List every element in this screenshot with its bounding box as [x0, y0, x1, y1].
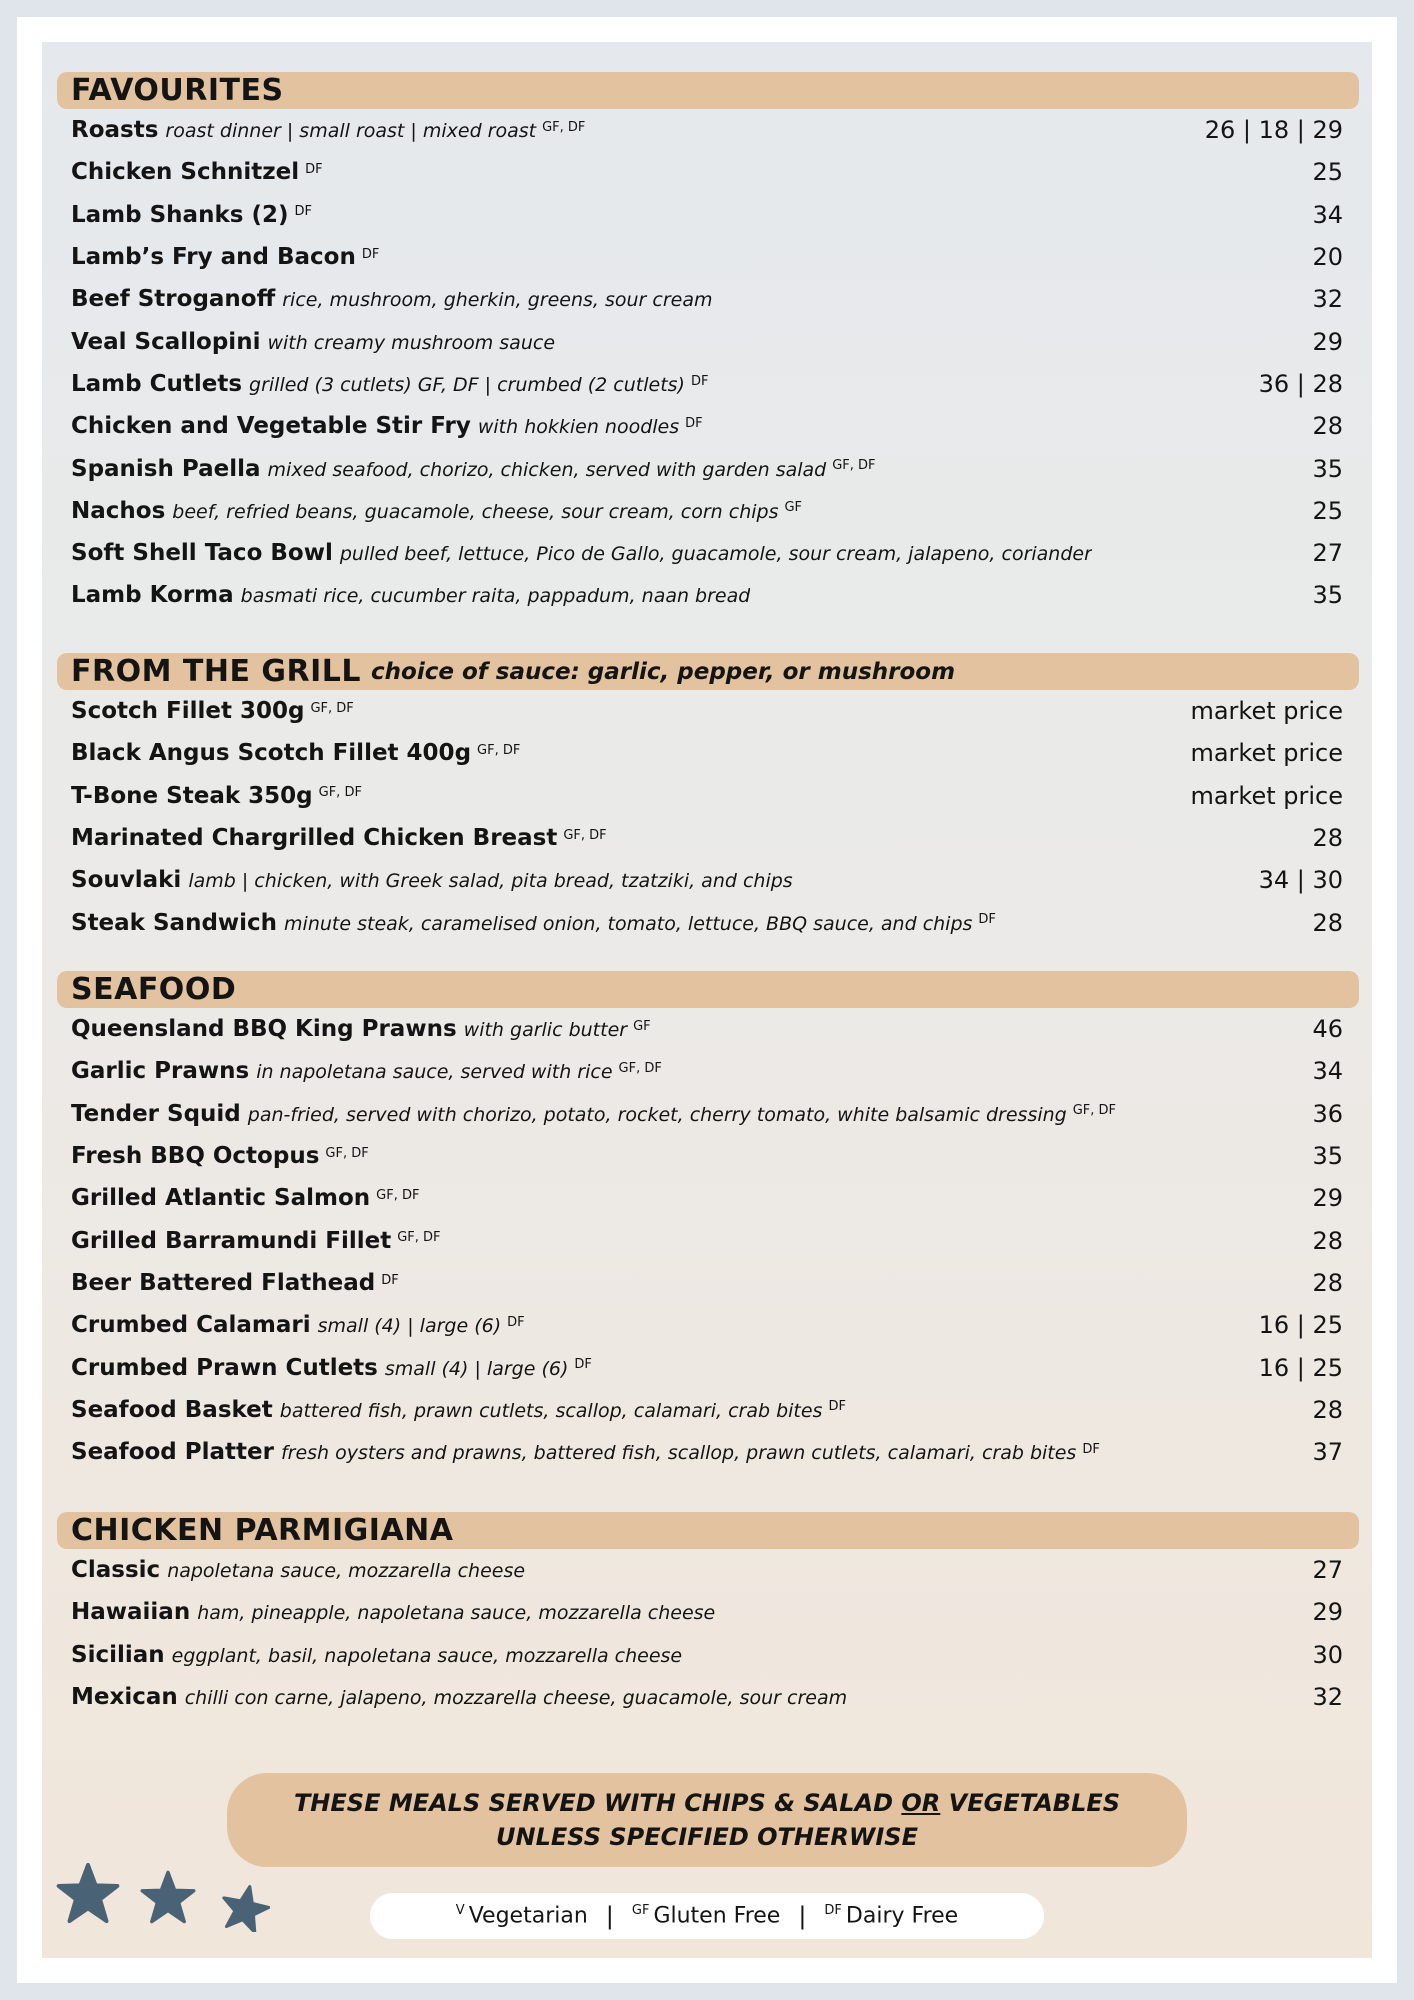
item-price: market price — [1190, 697, 1343, 726]
dietary-tags: GF, DF — [618, 1061, 662, 1077]
item-description: ham, pineapple, napoletana sauce, mozzarella cheese — [197, 1602, 716, 1625]
item-price: 28 — [1312, 412, 1343, 441]
dietary-tags: GF, DF — [1072, 1103, 1117, 1119]
item-price: 20 — [1312, 243, 1343, 272]
item-description: eggplant, basil, napoletana sauce, mozzarella cheese — [171, 1644, 683, 1667]
menu-item — [57, 151, 1359, 193]
menu-item — [57, 1346, 1359, 1388]
menu-item-details — [71, 1439, 1100, 1465]
item-price: 28 — [1312, 908, 1343, 937]
dietary-tags: GF, DF — [325, 1145, 369, 1161]
item-price: 28 — [1312, 1226, 1343, 1255]
item-price: 29 — [1312, 1598, 1343, 1627]
item-name: Scotch Fillet 300g — [71, 698, 305, 725]
item-description: basmati rice, cucumber raita, pappadum, naan bread — [240, 585, 751, 608]
dietary-tags: DF — [305, 162, 323, 178]
dietary-tags: DF — [1082, 1441, 1100, 1457]
item-name: Veal Scallopini — [71, 328, 261, 355]
menu-item — [57, 236, 1359, 278]
menu-item — [57, 447, 1359, 489]
menu-item — [57, 859, 1359, 901]
dietary-tags: DF — [685, 415, 703, 431]
item-price: 36 | 28 — [1258, 369, 1343, 398]
section-header — [57, 653, 1359, 690]
item-description: pulled beef, lettuce, Pico de Gallo, guacamole, sour cream, jalapeno, coriander — [339, 543, 1092, 566]
dietary-tags: GF, DF — [542, 119, 586, 135]
item-description: roast dinner | small roast | mixed roast — [165, 120, 537, 143]
menu-item — [57, 109, 1359, 151]
menu-section — [57, 653, 1359, 944]
item-description: battered fish, prawn cutlets, scallop, calamari, crab bites — [279, 1399, 823, 1422]
menu-item-details — [71, 413, 703, 439]
item-name: Black Angus Scotch Fillet 400g — [71, 740, 472, 767]
dietary-tags: DF — [828, 1399, 846, 1415]
dietary-tags: GF, DF — [563, 827, 607, 843]
item-price: 29 — [1312, 1184, 1343, 1213]
menu-item-details — [71, 540, 1092, 566]
item-description: pan-fried, served with chorizo, potato, rocket, cherry tomato, white balsamic dressing — [247, 1103, 1067, 1126]
menu-item-details — [71, 698, 354, 724]
menu-item — [57, 320, 1359, 362]
item-price: 28 — [1312, 1268, 1343, 1297]
dietary-tags: GF, DF — [397, 1230, 441, 1246]
item-price: 16 | 25 — [1258, 1311, 1343, 1340]
menu-item — [57, 1389, 1359, 1431]
legend-vegetarian: $^V$ Vegetarian — [455, 1903, 588, 1929]
menu-item — [57, 1177, 1359, 1219]
menu-item — [57, 490, 1359, 532]
notice-line-1: THESE MEALS SERVED WITH CHIPS & SALAD OR VEGETABLES — [293, 1789, 1121, 1817]
menu-item — [57, 1304, 1359, 1346]
menu-section — [57, 1512, 1359, 1718]
item-price: 30 — [1312, 1640, 1343, 1669]
menu-item — [57, 690, 1359, 732]
item-price: 28 — [1312, 824, 1343, 853]
legend-gluten-free: $^{GF}$ Gluten Free — [631, 1903, 781, 1929]
item-price: 34 | 30 — [1258, 866, 1343, 895]
dietary-tags: GF, DF — [310, 700, 354, 716]
star-icon — [56, 1862, 120, 1924]
item-name: Soft Shell Taco Bowl — [71, 540, 333, 567]
item-name: T-Bone Steak 350g — [71, 782, 313, 809]
menu-item — [57, 817, 1359, 859]
menu-item-details — [71, 329, 555, 355]
menu-item-details — [71, 1355, 592, 1381]
item-description: small (4) | large (6) — [384, 1357, 569, 1380]
menu-item-details — [71, 498, 802, 524]
item-description: with creamy mushroom sauce — [267, 331, 556, 354]
menu-item-details — [71, 286, 713, 312]
item-name: Grilled Barramundi Fillet — [71, 1227, 392, 1254]
menu-item — [57, 1050, 1359, 1092]
legend-separator: | — [798, 1902, 807, 1930]
menu-item — [57, 1135, 1359, 1177]
menu-item-details — [71, 244, 379, 270]
menu-item-details — [71, 117, 585, 143]
section-title: SEAFOOD — [71, 972, 237, 1007]
item-name: Seafood Platter — [71, 1439, 274, 1466]
legend-separator: | — [605, 1902, 614, 1930]
menu-item-details — [71, 1599, 715, 1625]
menu-item-details — [71, 1270, 399, 1296]
item-description: with garlic butter — [463, 1019, 628, 1042]
section-header — [57, 971, 1359, 1008]
item-price: 46 — [1312, 1015, 1343, 1044]
item-description: napoletana sauce, mozzarella cheese — [167, 1560, 526, 1583]
menu-item-details — [71, 1101, 1116, 1127]
menu-item-details — [71, 1016, 651, 1042]
menu-item — [57, 775, 1359, 817]
menu-item — [57, 1431, 1359, 1473]
dietary-tags: GF, DF — [376, 1188, 420, 1203]
item-price: 35 — [1312, 454, 1343, 483]
item-name: Spanish Paella — [71, 455, 261, 482]
item-price: 36 — [1312, 1099, 1343, 1128]
item-description: minute steak, caramelised onion, tomato, lettuce, BBQ sauce, and chips — [284, 912, 973, 935]
menu-item-details — [71, 783, 362, 809]
menu-item-details — [71, 1397, 846, 1423]
dietary-legend — [370, 1893, 1044, 1939]
menu-item-details — [71, 202, 312, 228]
menu-item-details — [71, 1228, 441, 1254]
item-name: Lamb Korma — [71, 582, 234, 609]
section-title: FAVOURITES — [71, 73, 284, 108]
notice-or: OR — [901, 1789, 941, 1817]
menu-item — [57, 532, 1359, 574]
item-price: 25 — [1312, 496, 1343, 525]
item-price: 26 | 18 | 29 — [1204, 116, 1343, 145]
menu-item — [57, 574, 1359, 616]
star-icon — [140, 1870, 196, 1924]
menu-item-details — [71, 740, 520, 766]
menu-item-details — [71, 1642, 682, 1668]
section-title: FROM THE GRILL — [71, 654, 362, 689]
item-name: Chicken and Vegetable Stir Fry — [71, 413, 471, 440]
section-title: CHICKEN PARMIGIANA — [71, 1513, 454, 1548]
item-name: Mexican — [71, 1684, 178, 1711]
item-description: lamb | chicken, with Greek salad, pita bread, tzatziki, and chips — [188, 870, 793, 893]
item-price: 35 — [1312, 581, 1343, 610]
item-price: market price — [1190, 739, 1343, 768]
menu-item — [57, 732, 1359, 774]
menu-item — [57, 1093, 1359, 1135]
dietary-tags: GF — [633, 1018, 651, 1034]
dietary-tags: GF, DF — [832, 458, 876, 474]
dietary-tags: GF, DF — [318, 785, 362, 801]
menu-item-details — [71, 159, 323, 185]
menu-item-details — [71, 582, 750, 608]
menu-item — [57, 194, 1359, 236]
item-price: market price — [1190, 781, 1343, 810]
menu-item-details — [71, 1058, 662, 1084]
section-subtitle: choice of sauce: garlic, pepper, or mushroom — [371, 658, 956, 685]
item-price: 32 — [1312, 285, 1343, 314]
menu-item-details — [71, 456, 876, 482]
dietary-tags: GF — [784, 500, 803, 516]
item-name: Hawaiian — [71, 1599, 191, 1626]
menu-item-details — [71, 1143, 369, 1169]
menu-section — [57, 72, 1359, 617]
item-name: Chicken Schnitzel — [71, 159, 300, 186]
item-price: 32 — [1312, 1683, 1343, 1712]
dietary-tags: DF — [574, 1357, 592, 1373]
legend-dairy-free: $^{DF}$ Dairy Free — [824, 1903, 959, 1929]
menu-item-details — [71, 1312, 525, 1338]
menu-item — [57, 1008, 1359, 1050]
menu-item-details — [71, 1557, 525, 1583]
item-price: 28 — [1312, 1395, 1343, 1424]
item-description: fresh oysters and prawns, battered fish, scallop, prawn cutlets, calamari, crab bites — [280, 1442, 1077, 1465]
item-name: Grilled Atlantic Salmon — [71, 1185, 371, 1212]
menu-item — [57, 1634, 1359, 1676]
notice-line-2: UNLESS SPECIFIED OTHERWISE — [496, 1823, 918, 1851]
item-price: 16 | 25 — [1258, 1353, 1343, 1382]
menu-item — [57, 363, 1359, 405]
dietary-tags: GF, DF — [477, 743, 521, 759]
item-price: 35 — [1312, 1142, 1343, 1171]
item-name: Beef Stroganoff — [71, 286, 276, 313]
dietary-tags: DF — [507, 1314, 525, 1330]
menu-item-details — [71, 825, 607, 851]
item-name: Crumbed Calamari — [71, 1312, 311, 1339]
menu-section — [57, 971, 1359, 1473]
item-name: Roasts — [71, 117, 159, 144]
item-price: 29 — [1312, 327, 1343, 356]
item-name: Seafood Basket — [71, 1396, 273, 1423]
menu-item — [57, 1591, 1359, 1633]
item-price: 37 — [1312, 1438, 1343, 1467]
item-description: with hokkien noodles — [477, 416, 680, 439]
dietary-tags: DF — [690, 373, 709, 389]
menu-item-details — [71, 371, 708, 397]
menu-item-details — [71, 910, 996, 936]
item-name: Steak Sandwich — [71, 909, 278, 936]
menu-item-details — [71, 1185, 419, 1211]
item-name: Fresh BBQ Octopus — [71, 1143, 320, 1170]
item-description: rice, mushroom, gherkin, greens, sour cream — [282, 289, 713, 312]
section-header — [57, 1512, 1359, 1549]
dietary-tags: DF — [978, 912, 996, 928]
item-name: Lamb Shanks (2) — [71, 201, 289, 228]
item-name: Souvlaki — [71, 867, 182, 894]
item-name: Sicilian — [71, 1641, 165, 1668]
item-name: Tender Squid — [71, 1100, 241, 1127]
item-description: mixed seafood, chorizo, chicken, served with garden salad — [267, 458, 827, 481]
dietary-tags: DF — [294, 204, 312, 220]
dietary-tags: DF — [381, 1272, 399, 1288]
menu-item — [57, 405, 1359, 447]
item-price: 27 — [1312, 1556, 1343, 1585]
item-description: beef, refried beans, guacamole, cheese, sour cream, corn chips — [172, 500, 779, 523]
item-name: Lamb Cutlets — [71, 370, 243, 397]
item-name: Queensland BBQ King Prawns — [71, 1016, 457, 1043]
item-description: chilli con carne, jalapeno, mozzarella cheese, guacamole, sour cream — [184, 1687, 848, 1710]
menu-item — [57, 278, 1359, 320]
star-icon — [220, 1884, 270, 1932]
dietary-tags: DF — [361, 246, 380, 262]
menu-item — [57, 901, 1359, 943]
item-name: Nachos — [71, 497, 166, 524]
item-description: grilled (3 cutlets) GF, DF | crumbed (2 cutlets) — [249, 373, 685, 396]
item-price: 34 — [1312, 1057, 1343, 1086]
item-description: small (4) | large (6) — [317, 1315, 502, 1338]
menu-item — [57, 1549, 1359, 1591]
served-with-notice — [227, 1773, 1187, 1867]
menu-item-details — [71, 867, 793, 893]
section-header — [57, 72, 1359, 109]
item-name: Classic — [71, 1557, 161, 1584]
item-price: 34 — [1312, 200, 1343, 229]
menu-item-details — [71, 1684, 847, 1710]
menu-item — [57, 1262, 1359, 1304]
menu-item — [57, 1676, 1359, 1718]
item-name: Lamb’s Fry and Bacon — [71, 244, 356, 271]
item-name: Marinated Chargrilled Chicken Breast — [71, 825, 558, 852]
item-name: Garlic Prawns — [71, 1058, 250, 1085]
item-name: Beer Battered Flathead — [71, 1269, 376, 1296]
menu-item — [57, 1219, 1359, 1261]
item-description: in napoletana sauce, served with rice — [256, 1061, 613, 1084]
item-price: 25 — [1312, 158, 1343, 187]
item-price: 27 — [1312, 539, 1343, 568]
item-name: Crumbed Prawn Cutlets — [71, 1354, 378, 1381]
